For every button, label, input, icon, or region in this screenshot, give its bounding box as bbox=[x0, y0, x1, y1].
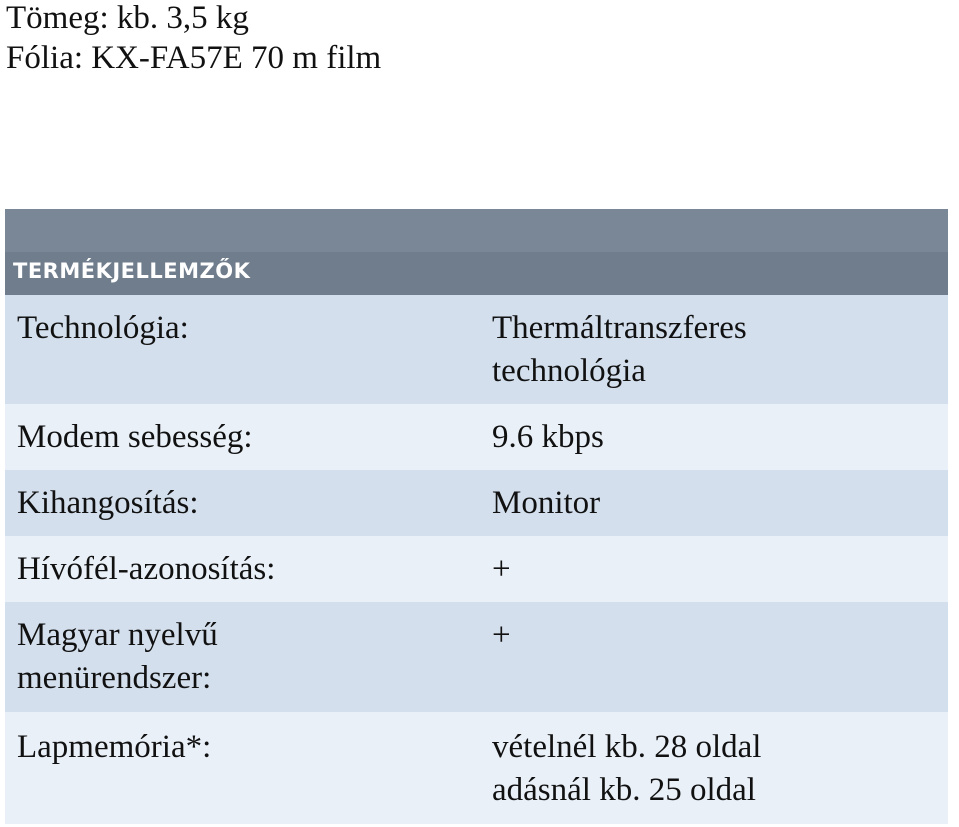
spec-row-caller-id bbox=[5, 536, 948, 602]
spec-row-modem-speed bbox=[5, 404, 948, 470]
spec-value: + bbox=[492, 617, 511, 653]
spec-row-technology bbox=[5, 295, 948, 404]
spec-value: vételnél kb. 28 oldal bbox=[492, 729, 762, 765]
spec-value: 9.6 kbps bbox=[492, 419, 604, 455]
spec-row-handsfree bbox=[5, 470, 948, 536]
spec-row-hungarian-menu bbox=[5, 602, 948, 712]
spec-value: Monitor bbox=[492, 485, 601, 521]
spec-label: Technológia: bbox=[17, 310, 189, 346]
spec-value: + bbox=[492, 551, 511, 587]
spec-row-page-memory bbox=[5, 712, 948, 824]
table-title-band bbox=[5, 252, 948, 295]
spec-label: menürendszer: bbox=[17, 660, 212, 696]
spec-label: Lapmemória*: bbox=[17, 729, 212, 765]
film-line: Fólia: KX-FA57E 70 m film bbox=[6, 40, 382, 76]
spec-label: Modem sebesség: bbox=[17, 419, 253, 455]
spec-label: Hívófél-azonosítás: bbox=[17, 551, 276, 587]
spec-label: Kihangosítás: bbox=[17, 485, 199, 521]
spec-value: Thermáltranszferes bbox=[492, 310, 747, 346]
spec-value: adásnál kb. 25 oldal bbox=[492, 772, 756, 808]
table-header-band bbox=[5, 209, 948, 252]
spec-label: Magyar nyelvű bbox=[17, 617, 218, 653]
weight-line: Tömeg: kb. 3,5 kg bbox=[6, 0, 249, 36]
table-title: TERMÉKJELLEMZŐK bbox=[13, 259, 251, 283]
spec-table bbox=[5, 209, 948, 824]
spec-value: technológia bbox=[492, 353, 646, 389]
